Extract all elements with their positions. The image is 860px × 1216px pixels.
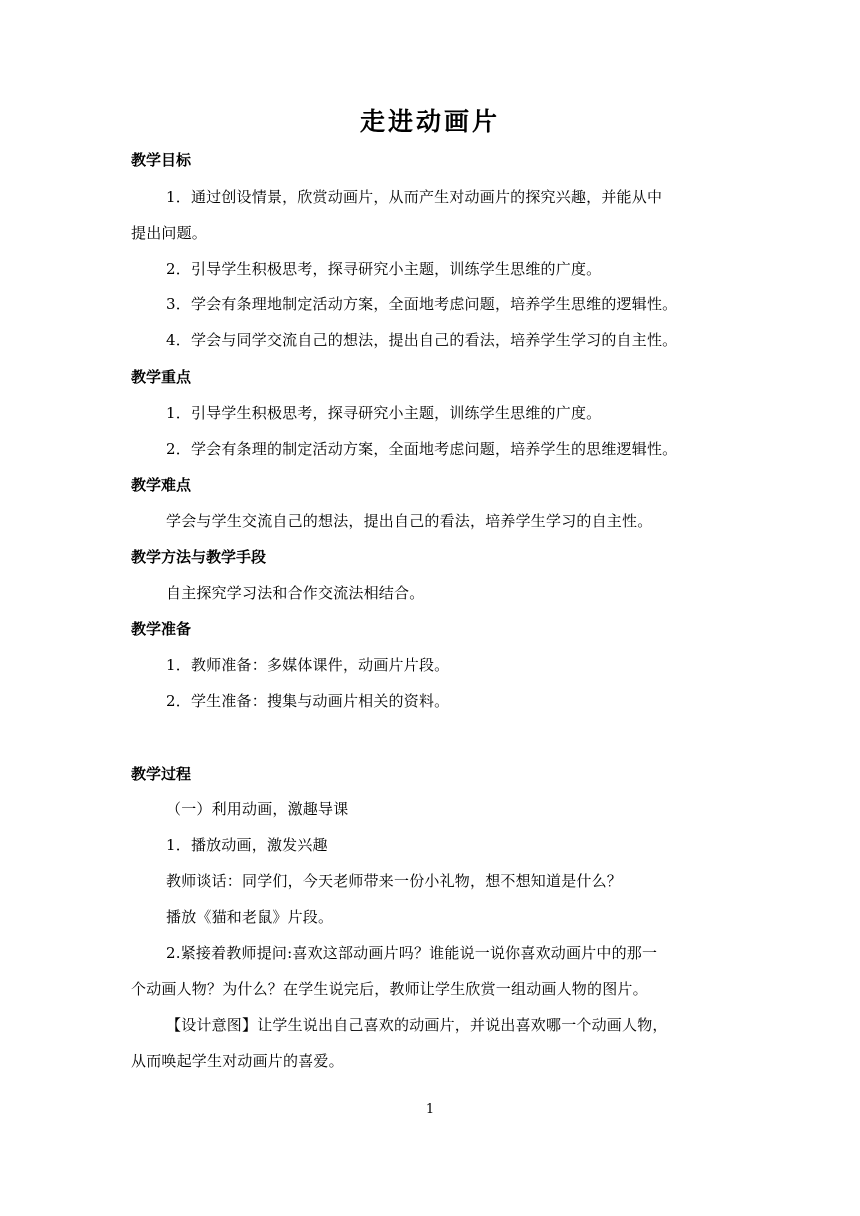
preparation-item-2: 2．学生准备：搜集与动画片相关的资料。 xyxy=(166,692,450,710)
objective-item-3: 3．学会有条理地制定活动方案，全面地考虑问题，培养学生思维的逻辑性。 xyxy=(166,295,678,313)
process-paragraph-1: 教师谈话：同学们，今天老师带来一份小礼物，想不想知道是什么？ xyxy=(166,872,623,890)
objective-item-1: 1．通过创设情景，欣赏动画片，从而产生对动画片的探究兴趣，并能从中 xyxy=(166,188,663,206)
key-point-item-2: 2．学会有条理的制定活动方案，全面地考虑问题，培养学生的思维逻辑性。 xyxy=(166,440,678,458)
objective-item-1-cont: 提出问题。 xyxy=(131,224,208,242)
process-paragraph-2: 播放《猫和老鼠》片段。 xyxy=(166,908,334,926)
preparation-item-1: 1．教师准备：多媒体课件，动画片片段。 xyxy=(166,656,450,674)
key-point-item-1: 1．引导学生积极思考，探寻研究小主题，训练学生思维的广度。 xyxy=(166,404,602,422)
document-title: 走进动画片 xyxy=(359,107,500,136)
process-step-1: 1．播放动画，激发兴趣 xyxy=(166,836,328,854)
process-paragraph-3: 2.紧接着教师提问:喜欢这部动画片吗？谁能说一说你喜欢动画片中的那一 xyxy=(166,944,658,962)
page-number: 1 xyxy=(425,1102,435,1117)
difficulty-item-1: 学会与学生交流自己的想法，提出自己的看法，培养学生学习的自主性。 xyxy=(166,512,653,530)
section-heading-objectives: 教学目标 xyxy=(131,151,192,169)
section-heading-methods: 教学方法与教学手段 xyxy=(131,548,267,566)
section-heading-preparation: 教学准备 xyxy=(131,620,192,638)
section-heading-key-points: 教学重点 xyxy=(131,368,192,386)
process-paragraph-3-cont: 个动画人物？为什么？在学生说完后，教师让学生欣赏一组动画人物的图片。 xyxy=(131,980,648,998)
design-intent-paragraph: 【设计意图】让学生说出自己喜欢的动画片，并说出喜欢哪一个动画人物， xyxy=(166,1016,668,1034)
objective-item-4: 4．学会与同学交流自己的想法，提出自己的看法，培养学生学习的自主性。 xyxy=(166,331,678,349)
process-subheading-1: （一）利用动画，激趣导课 xyxy=(166,800,349,818)
objective-item-2: 2．引导学生积极思考，探寻研究小主题，训练学生思维的广度。 xyxy=(166,260,602,278)
design-intent-paragraph-cont: 从而唤起学生对动画片的喜爱。 xyxy=(131,1052,344,1070)
section-heading-difficulties: 教学难点 xyxy=(131,476,192,494)
method-item-1: 自主探究学习法和合作交流法相结合。 xyxy=(166,584,425,602)
section-heading-process: 教学过程 xyxy=(131,765,192,783)
